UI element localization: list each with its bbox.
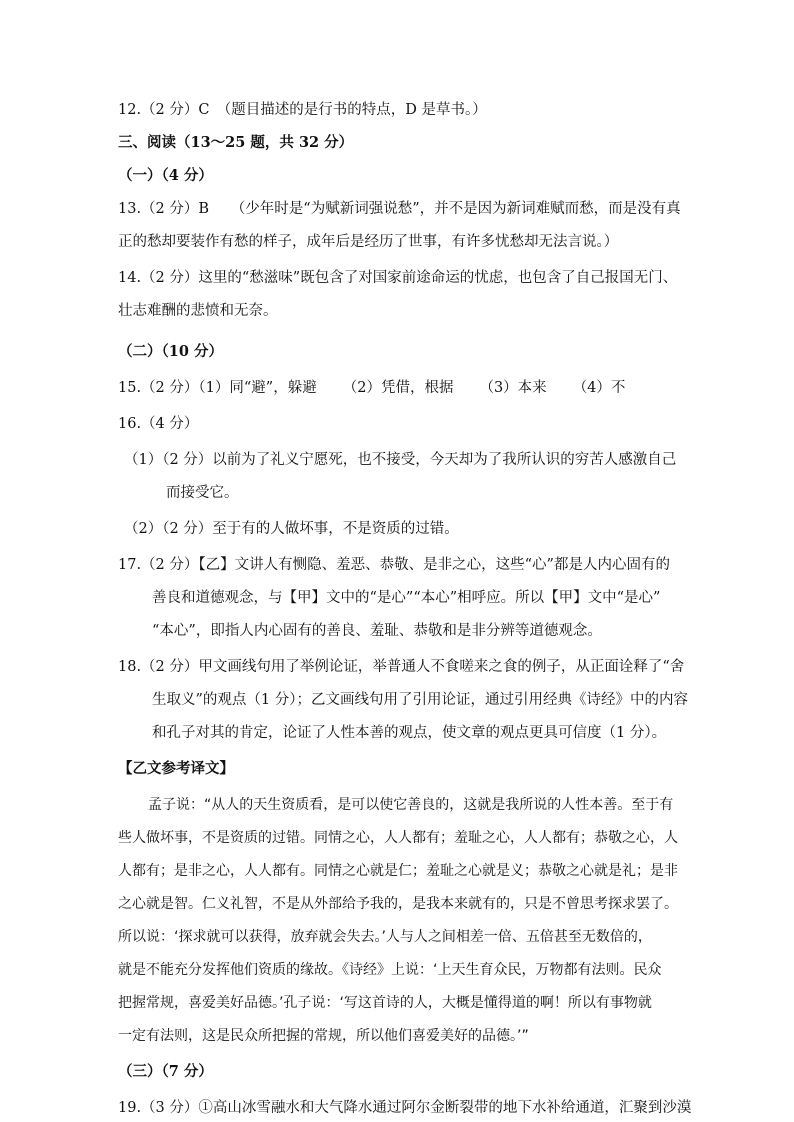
answer-q15 [118, 377, 694, 399]
part-heading-2: （二）（10 分） [118, 343, 223, 360]
answer-q16-2: （2）（2 分）至于有的人做坏事，不是资质的过错。 [124, 521, 459, 537]
section-heading-reading: 三、阅读（13～25 题，共 32 分） [118, 134, 354, 151]
translation-line: 之心就是智。仁义礼智，不是从外部给予我的，是我本来就有的，只是不曾思考探求罢了。 [118, 896, 678, 912]
answer-q17-line1: 17.（2 分）【乙】文讲人有恻隐、羞恶、恭敬、是非之心，这些“心”都是人内心固有的 [118, 557, 670, 573]
answer-q15-item-3: （3）本来 [479, 380, 547, 396]
answer-q14-line2: 壮志难酬的悲愤和无奈。 [118, 303, 278, 319]
translation-line: 把握常规，喜爱美好品德。’孔子说：‘写这首诗的人，大概是懂得道的啊！所以有事物就 [118, 995, 652, 1011]
part-heading-1: （一）（4 分） [118, 167, 213, 184]
translation-line: 孟子说：“从人的天生资质看，是可以使它善良的，这就是我所说的人性本善。至于有 [148, 797, 674, 813]
part-heading-3: （三）（7 分） [118, 1063, 213, 1080]
translation-line: 一定有法则，这是民众所把握的常规，所以他们喜爱美好的品德。’” [118, 1028, 529, 1044]
answer-q16-1-line1: （1）（2 分）以前为了礼义宁愿死，也不接受，今天却为了我所认识的穷苦人感激自己 [124, 452, 677, 468]
translation-title: 【乙文参考译文】 [118, 760, 234, 777]
translation-line: 人都有；是非之心，人人都有。同情之心就是仁；羞耻之心就是义；恭敬之心就是礼；是非 [118, 863, 678, 879]
translation-line: 些人做坏事，不是资质的过错。同情之心，人人都有；羞耻之心，人人都有；恭敬之心，人 [118, 830, 678, 846]
answer-q16: 16.（4 分） [118, 416, 199, 432]
answer-q19-line1: 19.（3 分）①高山冰雪融水和大气降水通过阿尔金断裂带的地下水补给通道，汇聚到沙漠 [118, 1100, 692, 1116]
answer-q17-line3: “本心”，即指人内心固有的善良、羞耻、恭敬和是非分辨等道德观念。 [152, 623, 602, 639]
answer-q15-item-1: （1）同“避”，躲避 [198, 380, 317, 396]
translation-block [118, 794, 694, 1047]
answer-q16-1-line2: 而接受它。 [166, 485, 239, 501]
translation-line: 所以说：‘探求就可以获得，放弃就会失去。’人与人之间相差一倍、五倍甚至无数倍的， [118, 929, 652, 945]
translation-line: 就是不能充分发挥他们资质的缘故。《诗经》上说：‘上天生育众民，万物都有法则。民众 [118, 962, 662, 978]
answer-q15-prefix: 15.（2 分） [118, 380, 199, 396]
answer-q18-line1: 18.（2 分）甲文画线句用了举例论证，举普通人不食嗟来之食的例子，从正面诠释了“舍 [118, 659, 685, 675]
answer-q14-line1: 14.（2 分）这里的“愁滋味”既包含了对国家前途命运的忧虑，也包含了自己报国无门、 [118, 270, 678, 286]
answer-q15-item-2: （2）凭借，根据 [342, 380, 454, 396]
answer-q13-line1: 13.（2 分）B （少年时是“为赋新词强说愁”，并不是因为新词难赋而愁，而是没有真 [118, 201, 681, 217]
answer-q13-line2: 正的愁却要装作有愁的样子，成年后是经历了世事，有许多忧愁却无法言说。） [118, 234, 619, 250]
answer-q15-item-4: （4）不 [572, 380, 626, 396]
answer-q17-line2: 善良和道德观念，与【甲】文中的“是心”“本心”相呼应。所以【甲】文中“是心” [152, 590, 661, 606]
answer-q12: 12.（2 分）C （题目描述的是行书的特点，D 是草书。） [118, 102, 487, 118]
answer-q18-line3: 和孔子对其的肯定，论证了人性本善的观点，使文章的观点更具可信度（1 分）。 [152, 725, 667, 741]
answer-q18-line2: 生取义”的观点（1 分）；乙文画线句用了引用论证，通过引用经典《诗经》中的内容 [152, 692, 688, 708]
